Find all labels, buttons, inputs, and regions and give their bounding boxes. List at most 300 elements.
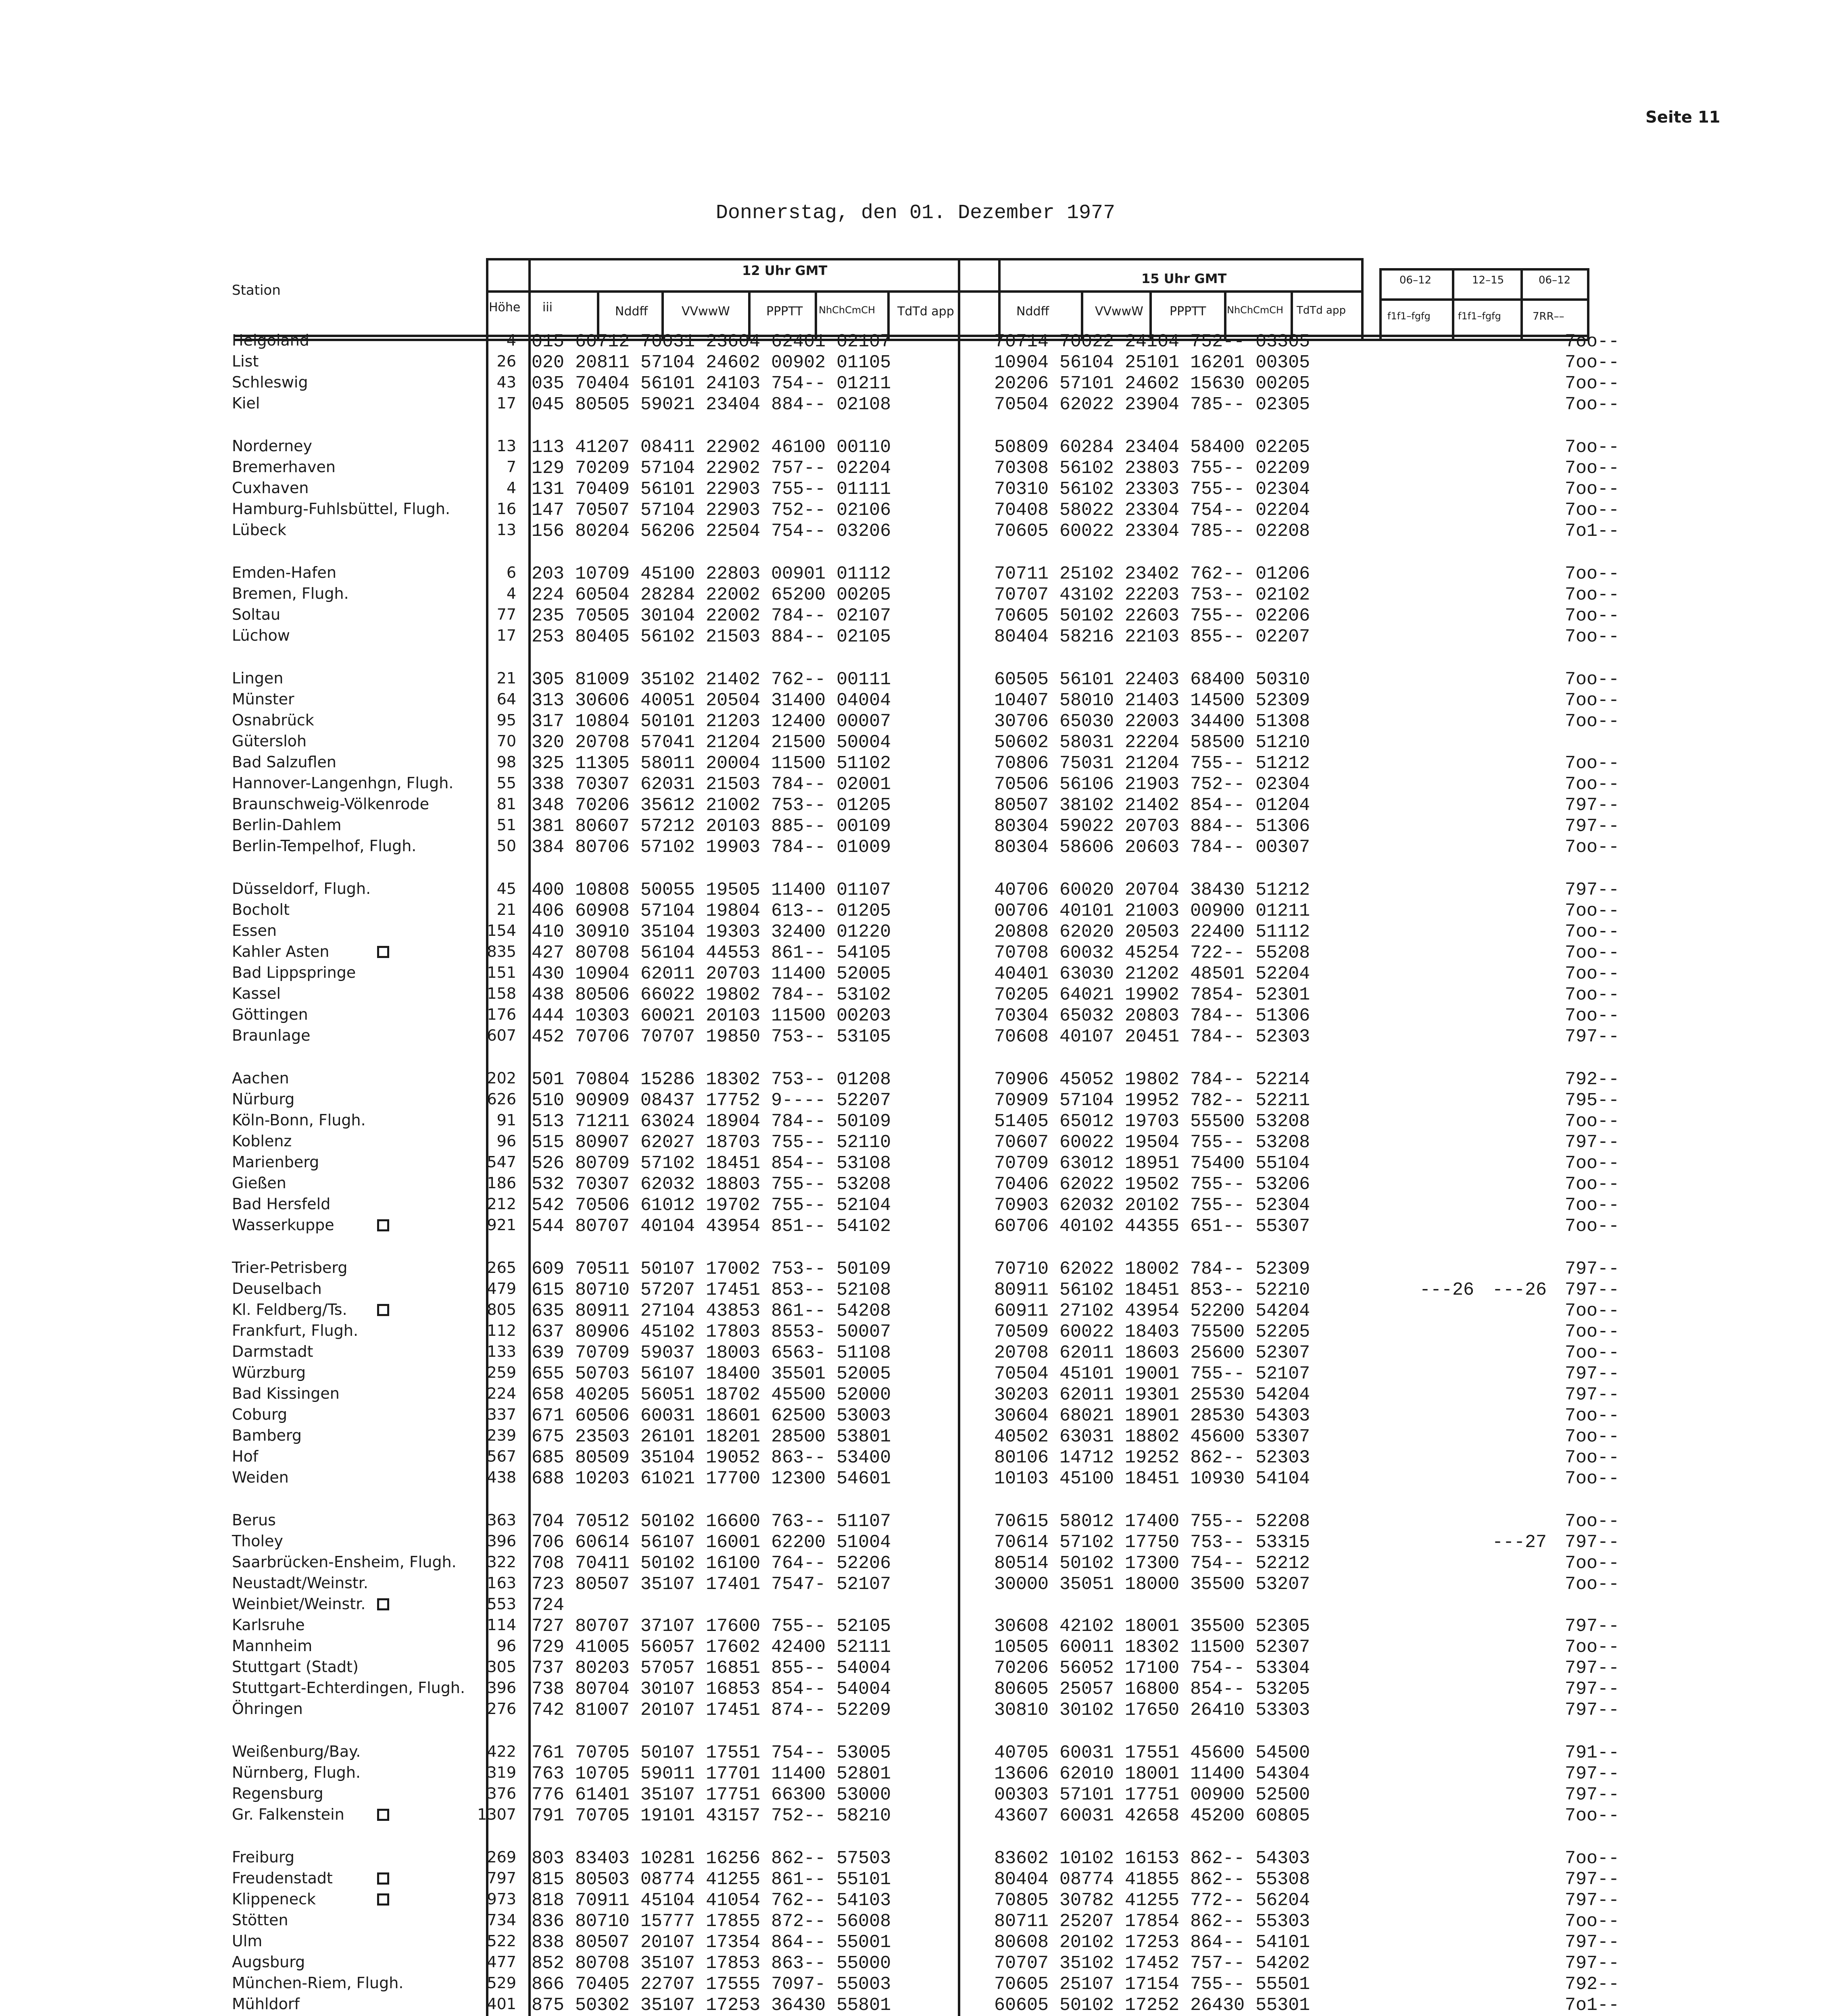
station-name: Bamberg: [232, 1427, 302, 1444]
station-height: 158: [487, 985, 516, 1002]
table-row: [0, 1468, 1831, 1489]
station-height: 626: [487, 1090, 516, 1108]
table-row: [0, 1153, 1831, 1174]
obs-12-utc: 452 70706 70707 19850 753-- 53105: [532, 1027, 891, 1047]
obs-15-utc: 00303 57101 17751 00900 52500: [994, 1785, 1310, 1805]
station-name: Darmstadt: [232, 1343, 313, 1360]
table-row: [0, 564, 1831, 585]
station-height: 51: [496, 816, 516, 834]
group-15-heading: 15 Uhr GMT: [1141, 271, 1227, 286]
col-vvwww-15: VVwwW: [1095, 304, 1143, 319]
table-row: [0, 901, 1831, 922]
station-height: 305: [487, 1658, 516, 1676]
station-height: 401: [487, 1995, 516, 2013]
table-row: [0, 500, 1831, 521]
station-name: Coburg: [232, 1406, 288, 1423]
station-height: 7: [506, 458, 516, 476]
table-row: [0, 1027, 1831, 1048]
obs-15-utc: 80507 38102 21402 854-- 01204: [994, 795, 1310, 816]
precip-code: 797--: [1565, 795, 1620, 816]
obs-15-utc: 40706 60020 20704 38430 51212: [994, 880, 1310, 900]
station-height: 91: [496, 1111, 516, 1129]
station-height: 529: [487, 1974, 516, 1992]
obs-12-utc: 532 70307 62032 18803 755-- 53208: [532, 1174, 891, 1195]
precip-code: 7oo--: [1565, 1427, 1620, 1447]
obs-12-utc: 430 10904 62011 20703 11400 52005: [532, 964, 891, 984]
col-nddff-12: Nddff: [615, 304, 648, 319]
station-height: 21: [496, 901, 516, 918]
obs-12-utc: 818 70911 45104 41054 762-- 54103: [532, 1890, 891, 1911]
station-name: Köln-Bonn, Flugh.: [232, 1111, 366, 1129]
obs-15-utc: 30608 42102 18001 35500 52305: [994, 1616, 1310, 1637]
precip-code: 7oo--: [1565, 964, 1620, 984]
iii-heading: iii: [542, 300, 553, 314]
table-row: [0, 1322, 1831, 1343]
obs-15-utc: 70806 75031 21204 755-- 51212: [994, 753, 1310, 774]
station-name: Bad Lippspringe: [232, 964, 356, 981]
station-height: 477: [487, 1953, 516, 1971]
table-row: [0, 1911, 1831, 1932]
station-height: 13: [496, 437, 516, 455]
precip-code: 7oo--: [1565, 837, 1620, 858]
precip-code: 7oo--: [1565, 1406, 1620, 1426]
station-height: 45: [496, 880, 516, 898]
obs-15-utc: 30706 65030 22003 34400 51308: [994, 711, 1310, 732]
table-row: [0, 1974, 1831, 1995]
precip-code: 797--: [1565, 1764, 1620, 1784]
obs-15-utc: 80404 58216 22103 855-- 02207: [994, 627, 1310, 647]
obs-15-utc: 70707 43102 22203 753-- 02102: [994, 585, 1310, 605]
obs-15-utc: 70506 56106 21903 752-- 02304: [994, 774, 1310, 795]
table-row: [0, 1995, 1831, 2016]
precip-code: 7oo--: [1565, 394, 1620, 415]
table-row: [0, 1385, 1831, 1406]
station-name: Düsseldorf, Flugh.: [232, 880, 371, 898]
table-row: [0, 1574, 1831, 1595]
precip-code: 7oo--: [1565, 943, 1620, 963]
station-height: 835: [487, 943, 516, 960]
table-row: [0, 985, 1831, 1006]
obs-12-utc: 513 71211 63024 18904 784-- 50109: [532, 1111, 891, 1132]
obs-15-utc: 80514 50102 17300 754-- 52212: [994, 1553, 1310, 1574]
obs-12-utc: 866 70405 22707 17555 7097- 55003: [532, 1974, 891, 1995]
station-name: Trier-Petrisberg: [232, 1259, 348, 1277]
station-height: 4: [506, 331, 516, 349]
obs-15-utc: 00706 40101 21003 00900 01211: [994, 901, 1310, 921]
precip-code: 7oo--: [1565, 669, 1620, 690]
precip-code: 7oo--: [1565, 1637, 1620, 1658]
obs-12-utc: 542 70506 61012 19702 755-- 52104: [532, 1195, 891, 1216]
table-row: [0, 479, 1831, 500]
table-row: [0, 1553, 1831, 1574]
table-row: [0, 1406, 1831, 1427]
station-height: 438: [487, 1468, 516, 1486]
obs-12-utc: 320 20708 57041 21204 21500 50004: [532, 732, 891, 753]
table-row: [0, 1785, 1831, 1806]
station-height: 154: [487, 922, 516, 939]
obs-15-utc: 30810 30102 17650 26410 53303: [994, 1700, 1310, 1720]
station-name: Schleswig: [232, 373, 308, 391]
precip-code: 7oo--: [1565, 922, 1620, 942]
station-height: 6: [506, 564, 516, 581]
obs-15-utc: 51405 65012 19703 55500 53208: [994, 1111, 1310, 1132]
station-height: 186: [487, 1174, 516, 1192]
obs-12-utc: 501 70804 15286 18302 753-- 01208: [532, 1069, 891, 1090]
obs-12-utc: 838 80507 20107 17354 864-- 55001: [532, 1932, 891, 1953]
station-name: Weinbiet/Weinstr.: [232, 1595, 366, 1613]
station-name: Cuxhaven: [232, 479, 309, 497]
station-name: München-Riem, Flugh.: [232, 1974, 404, 1992]
obs-15-utc: 70310 56102 23303 755-- 02304: [994, 479, 1310, 500]
table-row: [0, 331, 1831, 352]
station-name: Kiel: [232, 394, 260, 412]
station-height: 96: [496, 1637, 516, 1655]
station-name: Deuselbach: [232, 1280, 322, 1297]
station-height: 4: [506, 585, 516, 602]
table-row: [0, 1616, 1831, 1637]
precip-code: 7oo--: [1565, 901, 1620, 921]
obs-12-utc: 156 80204 56206 22504 754-- 03206: [532, 521, 891, 541]
obs-12-utc: 875 50302 35107 17253 36430 55801: [532, 1995, 891, 2016]
table-row: [0, 816, 1831, 837]
obs-15-utc: 60605 50102 17252 26430 55301: [994, 1995, 1310, 2016]
precip-code: 7oo--: [1565, 1006, 1620, 1026]
table-row: [0, 1764, 1831, 1785]
station-name: Nürburg: [232, 1090, 295, 1108]
station-height: 522: [487, 1932, 516, 1950]
obs-15-utc: 70614 57102 17750 753-- 53315: [994, 1532, 1310, 1553]
precip-code: 7oo--: [1565, 1553, 1620, 1574]
obs-12-utc: 637 80906 45102 17803 8553- 50007: [532, 1322, 891, 1342]
extra-12-15: ---27: [1492, 1532, 1547, 1553]
col-ppptt-15: PPPTT: [1170, 304, 1206, 319]
obs-15-utc: 80605 25057 16800 854-- 53205: [994, 1679, 1310, 1699]
station-height: 239: [487, 1427, 516, 1444]
station-height: 50: [496, 837, 516, 855]
station-name: Marienberg: [232, 1153, 319, 1171]
table-row: [0, 732, 1831, 753]
vline-k: [1361, 258, 1364, 339]
precip-code: 7oo--: [1565, 1153, 1620, 1174]
station-name: Bremen, Flugh.: [232, 585, 349, 602]
table-row: [0, 1806, 1831, 1826]
station-height: 322: [487, 1553, 516, 1571]
obs-15-utc: 70709 63012 18951 75400 55104: [994, 1153, 1310, 1174]
table-row: [0, 1511, 1831, 1532]
obs-12-utc: 658 40205 56051 18702 45500 52000: [532, 1385, 891, 1405]
open-square-icon: [377, 946, 389, 958]
station-height: 567: [487, 1447, 516, 1465]
table-row: [0, 1953, 1831, 1974]
obs-12-utc: 381 80607 57212 20103 885-- 00109: [532, 816, 891, 837]
precip-code: 7o1--: [1565, 521, 1620, 541]
station-height: 26: [496, 352, 516, 370]
obs-15-utc: 70903 62032 20102 755-- 52304: [994, 1195, 1310, 1216]
obs-15-utc: 80608 20102 17253 864-- 54101: [994, 1932, 1310, 1953]
station-height: 16: [496, 500, 516, 518]
table-row: [0, 1280, 1831, 1301]
obs-12-utc: 253 80405 56102 21503 884-- 02105: [532, 627, 891, 647]
precip-code: 797--: [1565, 1616, 1620, 1637]
table-row: [0, 1869, 1831, 1890]
obs-15-utc: 20206 57101 24602 15630 00205: [994, 373, 1310, 394]
precip-code: 7oo--: [1565, 437, 1620, 458]
table-row: [0, 753, 1831, 774]
obs-15-utc: 80304 58606 20603 784-- 00307: [994, 837, 1310, 858]
precip-code: 792--: [1565, 1974, 1620, 1995]
station-height: 55: [496, 774, 516, 792]
station-name: Gießen: [232, 1174, 286, 1192]
precip-code: 7oo--: [1565, 774, 1620, 795]
obs-12-utc: 609 70511 50107 17002 753-- 50109: [532, 1259, 891, 1279]
precip-code: 7oo--: [1565, 500, 1620, 521]
station-height: 547: [487, 1153, 516, 1171]
col-td-12: TdTd app: [897, 304, 954, 319]
table-row: [0, 1890, 1831, 1911]
station-height: 4: [506, 479, 516, 497]
obs-12-utc: 305 81009 35102 21402 762-- 00111: [532, 669, 891, 690]
station-height: 21: [496, 669, 516, 687]
sub-x2: f1f1–fgfg: [1458, 310, 1501, 322]
precip-code: 791--: [1565, 1743, 1620, 1763]
table-row: [0, 1343, 1831, 1364]
station-name: Lüchow: [232, 627, 290, 644]
station-height: 112: [487, 1322, 516, 1339]
station-name: Freudenstadt: [232, 1869, 333, 1887]
obs-12-utc: 131 70409 56101 22903 755-- 01111: [532, 479, 891, 500]
obs-15-utc: 70707 35102 17452 757-- 54202: [994, 1953, 1310, 1974]
obs-15-utc: 70608 40107 20451 784-- 52303: [994, 1027, 1310, 1047]
obs-12-utc: 729 41005 56057 17602 42400 52111: [532, 1637, 891, 1658]
station-height: 797: [487, 1869, 516, 1887]
obs-12-utc: 685 80509 35104 19052 863-- 53400: [532, 1447, 891, 1468]
station-height: 422: [487, 1743, 516, 1760]
obs-15-utc: 80304 59022 20703 884-- 51306: [994, 816, 1310, 837]
station-name: Weiden: [232, 1468, 289, 1486]
table-row: [0, 1447, 1831, 1468]
station-height: 1307: [477, 1806, 516, 1823]
precip-code: 7oo--: [1565, 1301, 1620, 1321]
station-name: Bremerhaven: [232, 458, 336, 476]
obs-12-utc: 438 80506 66022 19802 784-- 53102: [532, 985, 891, 1005]
station-name: Würzburg: [232, 1364, 306, 1381]
open-square-icon: [377, 1893, 389, 1906]
station-name: Lübeck: [232, 521, 286, 539]
precip-code: 7oo--: [1565, 1574, 1620, 1595]
station-height: 133: [487, 1343, 516, 1360]
station-name: Göttingen: [232, 1006, 308, 1023]
obs-15-utc: 80911 56102 18451 853-- 52210: [994, 1280, 1310, 1300]
station-name: Hof: [232, 1447, 259, 1465]
precip-code: 797--: [1565, 1869, 1620, 1890]
station-height: 43: [496, 373, 516, 391]
table-row: [0, 352, 1831, 373]
open-square-icon: [377, 1872, 389, 1885]
table-row: [0, 458, 1831, 479]
station-name: Berlin-Tempelhof, Flugh.: [232, 837, 417, 855]
obs-12-utc: 129 70209 57104 22902 757-- 02204: [532, 458, 891, 479]
rule-mid: [486, 290, 1361, 293]
obs-12-utc: 688 10203 61021 17700 12300 54601: [532, 1468, 891, 1489]
table-row: [0, 394, 1831, 415]
obs-12-utc: 406 60908 57104 19804 613-- 01205: [532, 901, 891, 921]
precip-code: 7oo--: [1565, 627, 1620, 647]
obs-15-utc: 70308 56102 23803 755-- 02209: [994, 458, 1310, 479]
precip-code: 7oo--: [1565, 1195, 1620, 1216]
obs-15-utc: 83602 10102 16153 862-- 54303: [994, 1848, 1310, 1869]
station-height: 176: [487, 1006, 516, 1023]
station-name: Aachen: [232, 1069, 289, 1087]
height-heading: Höhe: [489, 300, 521, 314]
precip-code: 7oo--: [1565, 606, 1620, 626]
precip-code: 797--: [1565, 1280, 1620, 1300]
station-height: 64: [496, 690, 516, 708]
precip-code: 7oo--: [1565, 1911, 1620, 1932]
col-ppptt-12: PPPTT: [766, 304, 803, 319]
table-row: [0, 1216, 1831, 1237]
table-row: [0, 1195, 1831, 1216]
obs-15-utc: 70607 60022 19504 755-- 53208: [994, 1132, 1310, 1153]
station-height: 269: [487, 1848, 516, 1866]
group-12-heading: 12 Uhr GMT: [742, 263, 828, 278]
obs-12-utc: 836 80710 15777 17855 872-- 56008: [532, 1911, 891, 1932]
precip-code: 797--: [1565, 1364, 1620, 1384]
station-height: 70: [496, 732, 516, 750]
table-row: [0, 1427, 1831, 1447]
obs-12-utc: 325 11305 58011 20004 11500 51102: [532, 753, 891, 774]
precip-code: 797--: [1565, 1785, 1620, 1805]
obs-12-utc: 635 80911 27104 43853 861-- 54208: [532, 1301, 891, 1321]
obs-15-utc: 80711 25207 17854 862-- 55303: [994, 1911, 1310, 1932]
obs-12-utc: 791 70705 19101 43157 752-- 58210: [532, 1806, 891, 1826]
precip-code: 797--: [1565, 1532, 1620, 1553]
obs-12-utc: 147 70507 57104 22903 752-- 02106: [532, 500, 891, 521]
precip-code: 7o1--: [1565, 1995, 1620, 2016]
obs-15-utc: 30203 62011 19301 25530 54204: [994, 1385, 1310, 1405]
station-name: Osnabrück: [232, 711, 314, 729]
obs-15-utc: 60505 56101 22403 68400 50310: [994, 669, 1310, 690]
station-name: Bocholt: [232, 901, 290, 918]
obs-12-utc: 727 80707 37107 17600 755-- 52105: [532, 1616, 891, 1637]
col-12-15: 12–15: [1472, 274, 1504, 286]
precip-code: 797--: [1565, 1027, 1620, 1047]
obs-15-utc: 70206 56052 17100 754-- 53304: [994, 1658, 1310, 1679]
precip-code: 792--: [1565, 1069, 1620, 1090]
station-height: 17: [496, 394, 516, 412]
obs-12-utc: 444 10303 60021 20103 11500 00203: [532, 1006, 891, 1026]
obs-15-utc: 70605 50102 22603 755-- 02206: [994, 606, 1310, 626]
station-name: Saarbrücken-Ensheim, Flugh.: [232, 1553, 457, 1571]
station-height: 265: [487, 1259, 516, 1277]
obs-15-utc: 50602 58031 22204 58500 51210: [994, 732, 1310, 753]
col-nddff-15: Nddff: [1016, 304, 1049, 319]
obs-15-utc: 20708 62011 18603 25600 52307: [994, 1343, 1310, 1363]
obs-12-utc: 544 80707 40104 43954 851-- 54102: [532, 1216, 891, 1237]
obs-15-utc: 70805 30782 41255 772-- 56204: [994, 1890, 1310, 1911]
table-row: [0, 1743, 1831, 1764]
obs-15-utc: 40401 63030 21202 48501 52204: [994, 964, 1310, 984]
precip-code: 7oo--: [1565, 1468, 1620, 1489]
precip-code: 7oo--: [1565, 1447, 1620, 1468]
obs-15-utc: 70711 25102 23402 762-- 01206: [994, 564, 1310, 584]
obs-15-utc: 70710 62022 18002 784-- 52309: [994, 1259, 1310, 1279]
table-row: [0, 1700, 1831, 1721]
station-height: 96: [496, 1132, 516, 1150]
station-height: 276: [487, 1700, 516, 1718]
station-height: 363: [487, 1511, 516, 1529]
station-name: Lingen: [232, 669, 284, 687]
station-name: Stuttgart (Stadt): [232, 1658, 359, 1676]
extra-12-15: ---26: [1492, 1280, 1547, 1300]
precip-code: 7oo--: [1565, 585, 1620, 605]
station-height: 607: [487, 1027, 516, 1044]
station-height: 163: [487, 1574, 516, 1592]
precip-code: 7oo--: [1565, 564, 1620, 584]
vline-m: [1452, 268, 1454, 339]
station-height: 479: [487, 1280, 516, 1297]
obs-15-utc: 80404 08774 41855 862-- 55308: [994, 1869, 1310, 1890]
station-name: Ulm: [232, 1932, 263, 1950]
station-height: 337: [487, 1406, 516, 1423]
station-height: 151: [487, 964, 516, 981]
table-row: [0, 1595, 1831, 1616]
obs-12-utc: 675 23503 26101 18201 28500 53801: [532, 1427, 891, 1447]
precip-code: 797--: [1565, 1932, 1620, 1953]
station-name: Hamburg-Fuhlsbüttel, Flugh.: [232, 500, 450, 518]
station-name: Hannover-Langenhgn, Flugh.: [232, 774, 454, 792]
table-row: [0, 1932, 1831, 1953]
station-name: Soltau: [232, 606, 281, 623]
obs-12-utc: 020 20811 57104 24602 00902 01105: [532, 352, 891, 373]
station-height: 921: [487, 1216, 516, 1234]
obs-15-utc: 70909 57104 19952 782-- 52211: [994, 1090, 1310, 1111]
station-name: Wasserkuppe: [232, 1216, 334, 1234]
station-name: Mannheim: [232, 1637, 313, 1655]
col-nh-15: NhChCmCH: [1227, 304, 1284, 316]
obs-12-utc: 113 41207 08411 22902 46100 00110: [532, 437, 891, 458]
precip-code: 7oo--: [1565, 331, 1620, 352]
obs-15-utc: 80106 14712 19252 862-- 52303: [994, 1447, 1310, 1468]
station-height: 77: [496, 606, 516, 623]
station-name: Münster: [232, 690, 294, 708]
station-name: Koblenz: [232, 1132, 292, 1150]
station-name: Neustadt/Weinstr.: [232, 1574, 368, 1592]
obs-12-utc: 671 60506 60031 18601 62500 53003: [532, 1406, 891, 1426]
station-height: 17: [496, 627, 516, 644]
obs-12-utc: 045 80505 59021 23404 884-- 02108: [532, 394, 891, 415]
obs-12-utc: 338 70307 62031 21503 784-- 02001: [532, 774, 891, 795]
obs-12-utc: 708 70411 50102 16100 764-- 52206: [532, 1553, 891, 1574]
obs-12-utc: 035 70404 56101 24103 754-- 01211: [532, 373, 891, 394]
table-row: [0, 1069, 1831, 1090]
table-row: [0, 795, 1831, 816]
station-height: 973: [487, 1890, 516, 1908]
station-name: Freiburg: [232, 1848, 295, 1866]
station-name: Kl. Feldberg/Ts.: [232, 1301, 347, 1318]
extra-06-12: ---26: [1420, 1280, 1474, 1300]
obs-15-utc: 40705 60031 17551 45600 54500: [994, 1743, 1310, 1763]
obs-12-utc: 655 50703 56107 18400 35501 52005: [532, 1364, 891, 1384]
table-row: [0, 1658, 1831, 1679]
obs-15-utc: 10505 60011 18302 11500 52307: [994, 1637, 1310, 1658]
table-row: [0, 837, 1831, 858]
rule-top: [486, 258, 1361, 260]
precip-code: 7oo--: [1565, 985, 1620, 1005]
obs-12-utc: 235 70505 30104 22002 784-- 02107: [532, 606, 891, 626]
obs-12-utc: 742 81007 20107 17451 874-- 52209: [532, 1700, 891, 1720]
precip-code: 797--: [1565, 1132, 1620, 1153]
station-name: Kassel: [232, 985, 281, 1002]
